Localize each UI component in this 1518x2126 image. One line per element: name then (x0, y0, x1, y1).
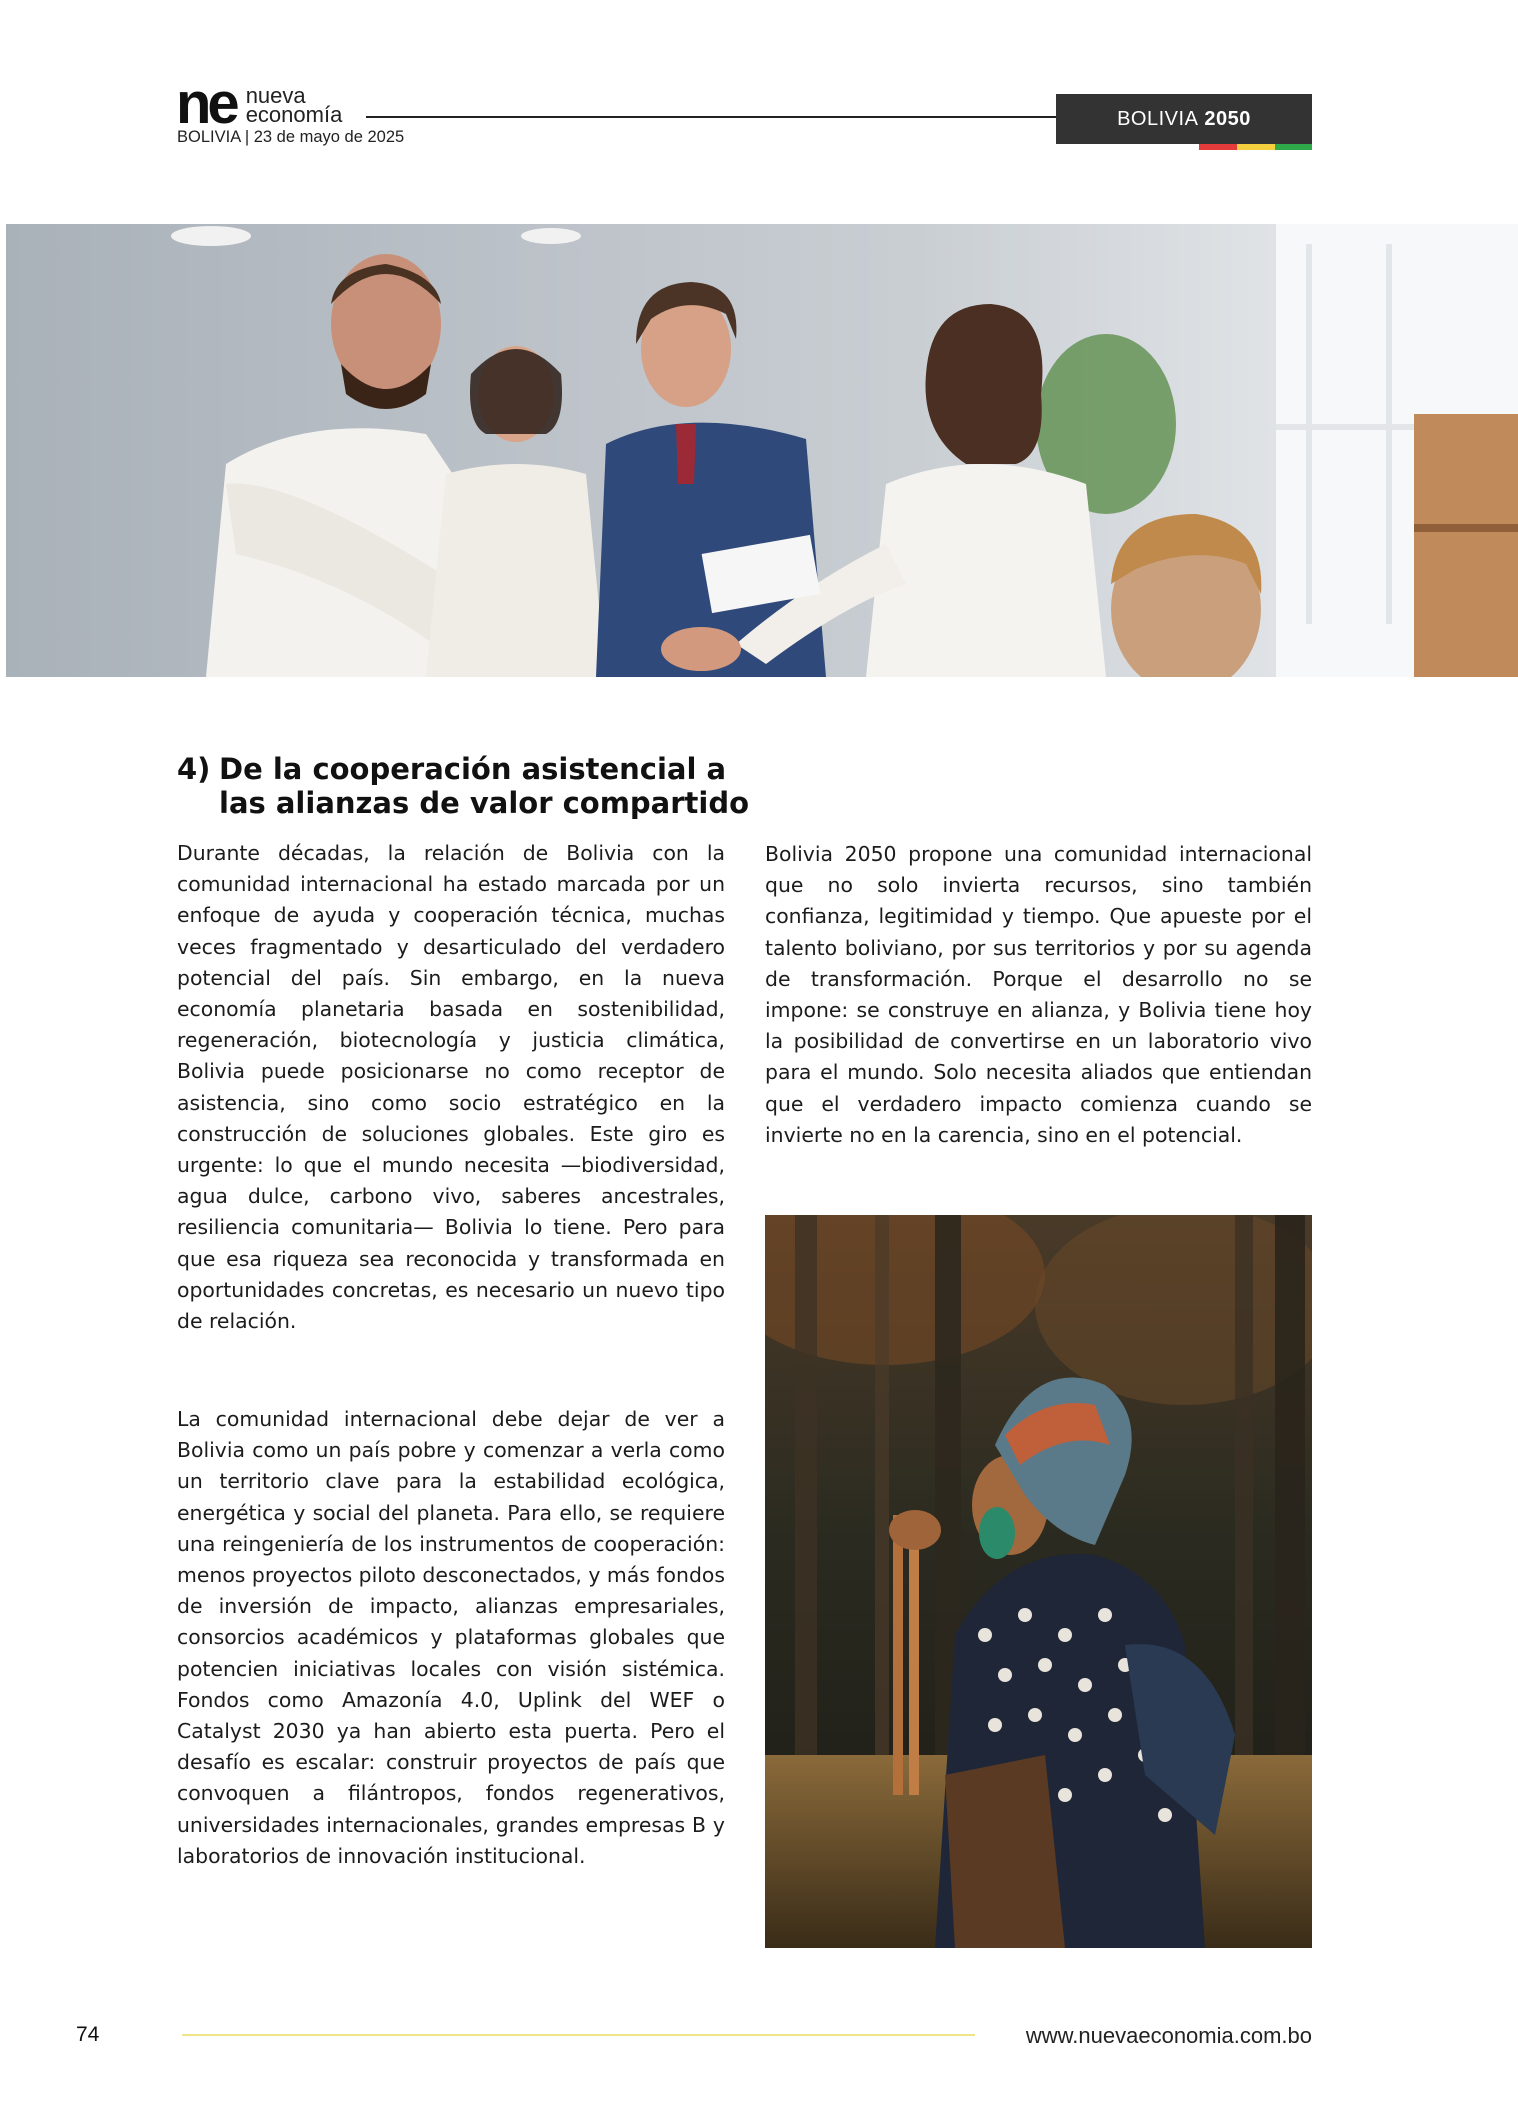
paragraph-2: La comunidad internacional debe dejar de ver a Bolivia como un país pobre y comenzar a verla como un territorio clave para la estabilidad ecológica, energética y social del planeta. Para ello, se requiere una reingeniería de los instrumentos de cooperación: menos proyectos piloto desconectados, y más fondos de inversión de impacto, alianzas empresariales, consorcios académicos y plataformas globales que potencien iniciativas locales con visión sistémica. Fondos como Amazonía 4.0, Uplink del WEF o Catalyst 2030 ya han abierto esta puerta. Pero el desafío es escalar: construir proyectos de país que convoquen a filántropos, fondos regenerativos, universidades internacionales, grandes empresas B y laboratorios de innovación institucional. (177, 1407, 725, 1868)
business-handshake-illustration (6, 224, 1518, 677)
section-heading (177, 752, 757, 820)
section-title-line-1: De la cooperación asistencial a (219, 752, 727, 786)
paragraph-1: Durante décadas, la relación de Bolivia con la comunidad internacional ha estado marcada por un enfoque de ayuda y cooperación técnica, muchas veces fragmentado y desarticulado del verdadero potencial del país. Sin embargo, en la nueva economía planetaria basada en sostenibilidad, regeneración, biotecnología y justicia climática, Bolivia puede posicionarse no como receptor de asistencia, sino como socio estratégico en la construcción de soluciones globales. Este giro es urgente: lo que el mundo necesita —biodiversidad, agua dulce, carbono vivo, saberes ancestrales, resiliencia comunitaria— Bolivia lo tiene. Pero para que esa riqueza sea reconocida y transformada en oportunidades concretas, es necesario un nuevo tipo de relación. (177, 841, 725, 1334)
flag-stripe-green (1275, 144, 1312, 150)
badge-prefix: BOLIVIA (1117, 107, 1199, 130)
logo-wordmark (245, 83, 343, 127)
flag-stripe-red (1199, 144, 1237, 150)
logo-line-2: economía (245, 102, 343, 127)
hero-photo (6, 224, 1518, 677)
dateline: BOLIVIA | 23 de mayo de 2025 (177, 128, 405, 146)
logo-line-1: nueva (245, 83, 306, 108)
section-badge (1056, 94, 1312, 144)
publication-logo (176, 71, 343, 136)
logo-mark: ne (176, 71, 236, 136)
forest-photo (765, 1215, 1312, 1948)
page-number: 74 (76, 2023, 100, 2046)
flag-stripe-yellow (1237, 144, 1275, 150)
paragraph-3: Bolivia 2050 propone una comunidad internacional que no solo invierta recursos, sino también confianza, legitimidad y tiempo. Que apueste por el talento boliviano, por sus territorios y por su agenda de transformación. Porque el desarrollo no se impone: se construye en alianza, y Bolivia tiene hoy la posibilidad de convertirse en un laboratorio vivo para el mundo. Solo necesita aliados que entiendan que el verdadero impacto comienza cuando se invierte no en la carencia, sino en el potencial. (765, 842, 1312, 1147)
section-title-line-2: las alianzas de valor compartido (219, 786, 750, 820)
footer-divider (182, 2034, 975, 2036)
header-divider (366, 116, 1056, 118)
section-number: 4) (177, 752, 211, 786)
badge-year: 2050 (1204, 107, 1251, 130)
website-link[interactable]: www.nuevaeconomia.com.bo (1025, 2023, 1312, 2048)
man-in-forest-illustration (765, 1215, 1312, 1948)
